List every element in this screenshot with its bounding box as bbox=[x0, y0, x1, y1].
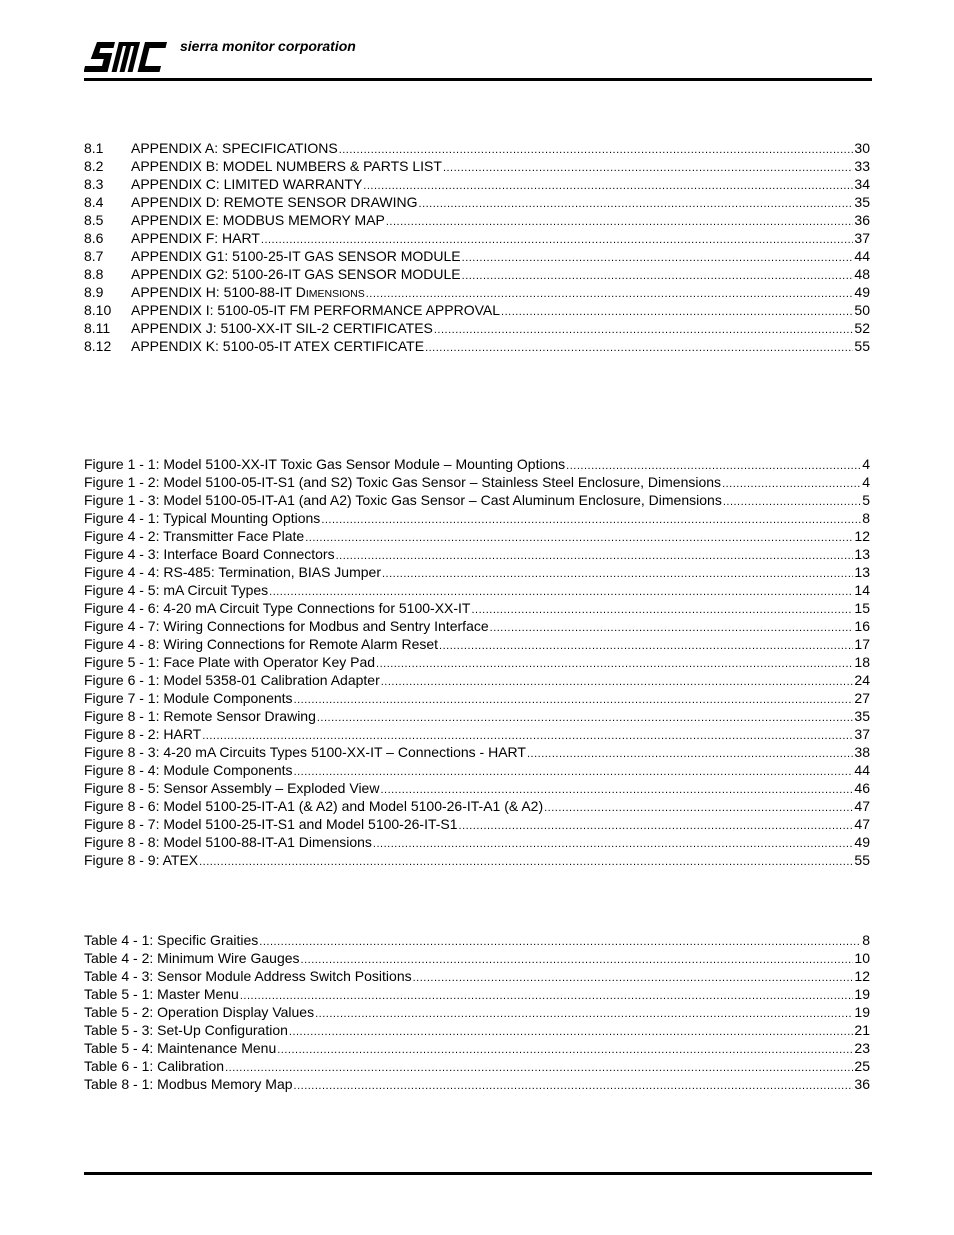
dot-leader bbox=[336, 547, 854, 563]
entry-title: Figure 8 - 9: ATEX bbox=[84, 852, 199, 868]
entry-page: 13 bbox=[854, 546, 870, 562]
entry-title: Figure 8 - 1: Remote Sensor Drawing bbox=[84, 708, 316, 724]
entry-page: 8 bbox=[862, 510, 870, 526]
entry-page: 37 bbox=[854, 726, 870, 742]
entry-page: 16 bbox=[854, 618, 870, 634]
figure-entry[interactable] bbox=[84, 581, 870, 599]
entry-title: APPENDIX H: 5100-88-IT D bbox=[131, 284, 306, 300]
entry-title-smallcaps: IMENSIONS bbox=[305, 288, 365, 300]
figure-entry[interactable] bbox=[84, 635, 870, 653]
entry-title: Figure 5 - 1: Face Plate with Operator Key Pad bbox=[84, 654, 376, 670]
dot-leader bbox=[544, 799, 853, 815]
table-entry[interactable] bbox=[84, 1057, 870, 1075]
toc-entry[interactable] bbox=[84, 337, 870, 355]
company-name: sierra monitor corporation bbox=[180, 38, 356, 54]
dot-leader bbox=[490, 619, 854, 635]
toc-entry[interactable] bbox=[84, 175, 870, 193]
table-entry[interactable] bbox=[84, 1075, 870, 1093]
entry-number: 8.12 bbox=[84, 338, 112, 354]
entry-title: APPENDIX F: HART bbox=[131, 230, 260, 246]
dot-leader bbox=[413, 969, 854, 985]
entry-title: APPENDIX E: MODBUS MEMORY MAP bbox=[131, 212, 385, 228]
entry-number: 8.5 bbox=[84, 212, 104, 228]
dot-leader bbox=[301, 951, 854, 967]
figure-entry[interactable] bbox=[84, 653, 870, 671]
figure-entry[interactable] bbox=[84, 797, 870, 815]
entry-title: Table 5 - 1: Master Menu bbox=[84, 986, 239, 1002]
dot-leader bbox=[723, 493, 861, 509]
entry-page: 13 bbox=[854, 564, 870, 580]
dot-leader bbox=[199, 853, 853, 869]
table-entry[interactable] bbox=[84, 949, 870, 967]
entry-page: 10 bbox=[854, 950, 870, 966]
entry-title: APPENDIX D: REMOTE SENSOR DRAWING bbox=[131, 194, 418, 210]
dot-leader bbox=[382, 565, 853, 581]
toc-entry[interactable] bbox=[84, 157, 870, 175]
figure-entry[interactable] bbox=[84, 689, 870, 707]
dot-leader bbox=[294, 763, 854, 779]
toc-entry[interactable] bbox=[84, 301, 870, 319]
figure-entry[interactable] bbox=[84, 455, 870, 473]
entry-page: 14 bbox=[854, 582, 870, 598]
dot-leader bbox=[269, 583, 853, 599]
entry-title: Figure 4 - 2: Transmitter Face Plate bbox=[84, 528, 305, 544]
entry-title: Table 5 - 3: Set-Up Configuration bbox=[84, 1022, 288, 1038]
dot-leader bbox=[305, 529, 853, 545]
toc-entry[interactable] bbox=[84, 265, 870, 283]
dot-leader bbox=[380, 781, 853, 797]
dot-leader bbox=[294, 1077, 854, 1093]
entry-page: 33 bbox=[854, 158, 870, 174]
entry-page: 36 bbox=[854, 212, 870, 228]
entry-page: 30 bbox=[854, 140, 870, 156]
dot-leader bbox=[363, 177, 853, 193]
toc-entry[interactable] bbox=[84, 283, 870, 301]
entry-number: 8.11 bbox=[84, 320, 111, 336]
entry-title: Figure 4 - 6: 4-20 mA Circuit Type Connections for 5100-XX-IT bbox=[84, 600, 471, 616]
entry-title: Figure 6 - 1: Model 5358-01 Calibration Adapter bbox=[84, 672, 380, 688]
dot-leader bbox=[566, 457, 861, 473]
entry-page: 21 bbox=[854, 1022, 870, 1038]
entry-title: APPENDIX A: SPECIFICATIONS bbox=[131, 140, 338, 156]
figure-entry[interactable] bbox=[84, 545, 870, 563]
table-list bbox=[84, 931, 870, 1093]
dot-leader bbox=[339, 141, 854, 157]
dot-leader bbox=[366, 285, 854, 301]
entry-title: Figure 1 - 3: Model 5100-05-IT-A1 (and A2) Toxic Gas Sensor – Cast Aluminum Enclosure, Dimensions bbox=[84, 492, 722, 508]
entry-page: 35 bbox=[854, 708, 870, 724]
dot-leader bbox=[425, 339, 853, 355]
entry-number: 8.9 bbox=[84, 284, 104, 300]
dot-leader bbox=[321, 511, 861, 527]
smc-logo-icon bbox=[84, 38, 176, 76]
dot-leader bbox=[277, 1041, 853, 1057]
dot-leader bbox=[443, 159, 853, 175]
figure-entry[interactable] bbox=[84, 491, 870, 509]
entry-page: 38 bbox=[854, 744, 870, 760]
entry-title: APPENDIX G1: 5100-25-IT GAS SENSOR MODULE bbox=[131, 248, 461, 264]
entry-title: APPENDIX C: LIMITED WARRANTY bbox=[131, 176, 363, 192]
dot-leader bbox=[527, 745, 853, 761]
table-entry[interactable] bbox=[84, 967, 870, 985]
figure-entry[interactable] bbox=[84, 725, 870, 743]
entry-number: 8.10 bbox=[84, 302, 112, 318]
figure-entry[interactable] bbox=[84, 833, 870, 851]
table-entry[interactable] bbox=[84, 985, 870, 1003]
entry-page: 19 bbox=[854, 986, 870, 1002]
dot-leader bbox=[289, 1023, 854, 1039]
toc-entry[interactable] bbox=[84, 229, 870, 247]
entry-title: Figure 4 - 7: Wiring Connections for Modbus and Sentry Interface bbox=[84, 618, 489, 634]
entry-page: 46 bbox=[854, 780, 870, 796]
dot-leader bbox=[315, 1005, 853, 1021]
entry-page: 4 bbox=[862, 456, 870, 472]
entry-page: 34 bbox=[854, 176, 870, 192]
figure-entry[interactable] bbox=[84, 473, 870, 491]
dot-leader bbox=[261, 231, 854, 247]
table-entry[interactable] bbox=[84, 1021, 870, 1039]
entry-title: Figure 8 - 3: 4-20 mA Circuits Types 5100-XX-IT – Connections - HART bbox=[84, 744, 526, 760]
entry-title: Table 4 - 1: Specific Graities bbox=[84, 932, 259, 948]
entry-page: 18 bbox=[854, 654, 870, 670]
entry-page: 15 bbox=[854, 600, 870, 616]
dot-leader bbox=[434, 321, 854, 337]
dot-leader bbox=[471, 601, 853, 617]
entry-title: APPENDIX I: 5100-05-IT FM PERFORMANCE APPROVAL bbox=[131, 302, 501, 318]
entry-page: 48 bbox=[854, 266, 870, 282]
entry-page: 23 bbox=[854, 1040, 870, 1056]
figure-entry[interactable] bbox=[84, 527, 870, 545]
dot-leader bbox=[259, 933, 861, 949]
appendix-list bbox=[84, 139, 870, 355]
entry-page: 24 bbox=[854, 672, 870, 688]
entry-title: Table 4 - 3: Sensor Module Address Switch Positions bbox=[84, 968, 412, 984]
figure-entry[interactable] bbox=[84, 743, 870, 761]
page-header bbox=[84, 36, 872, 78]
entry-page: 50 bbox=[854, 302, 870, 318]
dot-leader bbox=[240, 987, 854, 1003]
entry-title: APPENDIX B: MODEL NUMBERS & PARTS LIST bbox=[131, 158, 442, 174]
toc-entry[interactable] bbox=[84, 211, 870, 229]
entry-page: 49 bbox=[854, 834, 870, 850]
dot-leader bbox=[439, 637, 853, 653]
dot-leader bbox=[386, 213, 854, 229]
entry-number: 8.2 bbox=[84, 158, 104, 174]
entry-title: Figure 1 - 1: Model 5100-XX-IT Toxic Gas Sensor Module – Mounting Options bbox=[84, 456, 566, 472]
entry-title: Table 4 - 2: Minimum Wire Gauges bbox=[84, 950, 300, 966]
dot-leader bbox=[202, 727, 853, 743]
entry-title: Figure 4 - 8: Wiring Connections for Remote Alarm Reset bbox=[84, 636, 439, 652]
entry-page: 4 bbox=[862, 474, 870, 490]
dot-leader bbox=[376, 655, 853, 671]
dot-leader bbox=[317, 709, 854, 725]
dot-leader bbox=[722, 475, 861, 491]
entry-number: 8.3 bbox=[84, 176, 104, 192]
entry-title: Figure 8 - 8: Model 5100-88-IT-A1 Dimensions bbox=[84, 834, 372, 850]
entry-title: APPENDIX G2: 5100-26-IT GAS SENSOR MODULE bbox=[131, 266, 461, 282]
table-entry[interactable] bbox=[84, 931, 870, 949]
entry-page: 55 bbox=[854, 852, 870, 868]
entry-page: 12 bbox=[854, 968, 870, 984]
figure-entry[interactable] bbox=[84, 707, 870, 725]
entry-page: 55 bbox=[854, 338, 870, 354]
entry-title: APPENDIX J: 5100-XX-IT SIL-2 CERTIFICATES bbox=[131, 320, 433, 336]
entry-title: Figure 4 - 4: RS-485: Termination, BIAS Jumper bbox=[84, 564, 381, 580]
dot-leader bbox=[225, 1059, 853, 1075]
figure-entry[interactable] bbox=[84, 761, 870, 779]
entry-title: Figure 4 - 3: Interface Board Connectors bbox=[84, 546, 335, 562]
entry-title: Figure 4 - 5: mA Circuit Types bbox=[84, 582, 269, 598]
entry-page: 5 bbox=[862, 492, 870, 508]
entry-page: 8 bbox=[862, 932, 870, 948]
dot-leader bbox=[381, 673, 854, 689]
entry-title: Figure 8 - 6: Model 5100-25-IT-A1 (& A2) and Model 5100-26-IT-A1 (& A2) bbox=[84, 798, 544, 814]
entry-title: Figure 4 - 1: Typical Mounting Options bbox=[84, 510, 321, 526]
entry-page: 47 bbox=[854, 816, 870, 832]
toc-entry[interactable] bbox=[84, 319, 870, 337]
entry-number: 8.7 bbox=[84, 248, 104, 264]
table-entry[interactable] bbox=[84, 1039, 870, 1057]
figure-entry[interactable] bbox=[84, 815, 870, 833]
entry-page: 19 bbox=[854, 1004, 870, 1020]
figure-entry[interactable] bbox=[84, 671, 870, 689]
dot-leader bbox=[462, 249, 854, 265]
figure-entry[interactable] bbox=[84, 599, 870, 617]
entry-title: Figure 8 - 4: Module Components bbox=[84, 762, 293, 778]
entry-page: 25 bbox=[854, 1058, 870, 1074]
entry-page: 52 bbox=[854, 320, 870, 336]
toc-entry[interactable] bbox=[84, 247, 870, 265]
entry-title: Table 6 - 1: Calibration bbox=[84, 1058, 225, 1074]
figure-entry[interactable] bbox=[84, 617, 870, 635]
entry-title: Table 5 - 2: Operation Display Values bbox=[84, 1004, 315, 1020]
entry-number: 8.8 bbox=[84, 266, 104, 282]
entry-page: 44 bbox=[854, 762, 870, 778]
entry-page: 44 bbox=[854, 248, 870, 264]
entry-page: 35 bbox=[854, 194, 870, 210]
entry-number: 8.4 bbox=[84, 194, 104, 210]
entry-page: 12 bbox=[854, 528, 870, 544]
entry-title: APPENDIX K: 5100-05-IT ATEX CERTIFICATE bbox=[131, 338, 425, 354]
entry-title: Figure 8 - 5: Sensor Assembly – Exploded View bbox=[84, 780, 380, 796]
entry-page: 36 bbox=[854, 1076, 870, 1092]
entry-page: 47 bbox=[854, 798, 870, 814]
dot-leader bbox=[459, 817, 854, 833]
dot-leader bbox=[462, 267, 854, 283]
entry-title: Figure 8 - 2: HART bbox=[84, 726, 202, 742]
toc-entry[interactable] bbox=[84, 193, 870, 211]
entry-page: 17 bbox=[854, 636, 870, 652]
toc-entry[interactable] bbox=[84, 139, 870, 157]
figure-entry[interactable] bbox=[84, 563, 870, 581]
entry-title: Figure 1 - 2: Model 5100-05-IT-S1 (and S2) Toxic Gas Sensor – Stainless Steel Enclosure, Dimensions bbox=[84, 474, 722, 490]
entry-title: Table 5 - 4: Maintenance Menu bbox=[84, 1040, 277, 1056]
figure-entry[interactable] bbox=[84, 851, 870, 869]
dot-leader bbox=[373, 835, 854, 851]
header-rule bbox=[84, 78, 872, 81]
figure-entry[interactable] bbox=[84, 779, 870, 797]
dot-leader bbox=[294, 691, 854, 707]
entry-title: Figure 8 - 7: Model 5100-25-IT-S1 and Model 5100-26-IT-S1 bbox=[84, 816, 458, 832]
entry-page: 27 bbox=[854, 690, 870, 706]
entry-title: Figure 7 - 1: Module Components bbox=[84, 690, 293, 706]
dot-leader bbox=[419, 195, 854, 211]
footer-rule bbox=[84, 1172, 872, 1175]
entry-title: Table 8 - 1: Modbus Memory Map bbox=[84, 1076, 293, 1092]
entry-page: 49 bbox=[854, 284, 870, 300]
entry-number: 8.6 bbox=[84, 230, 104, 246]
figure-list bbox=[84, 455, 870, 869]
table-entry[interactable] bbox=[84, 1003, 870, 1021]
figure-entry[interactable] bbox=[84, 509, 870, 527]
entry-page: 37 bbox=[854, 230, 870, 246]
dot-leader bbox=[501, 303, 853, 319]
entry-number: 8.1 bbox=[84, 140, 104, 156]
